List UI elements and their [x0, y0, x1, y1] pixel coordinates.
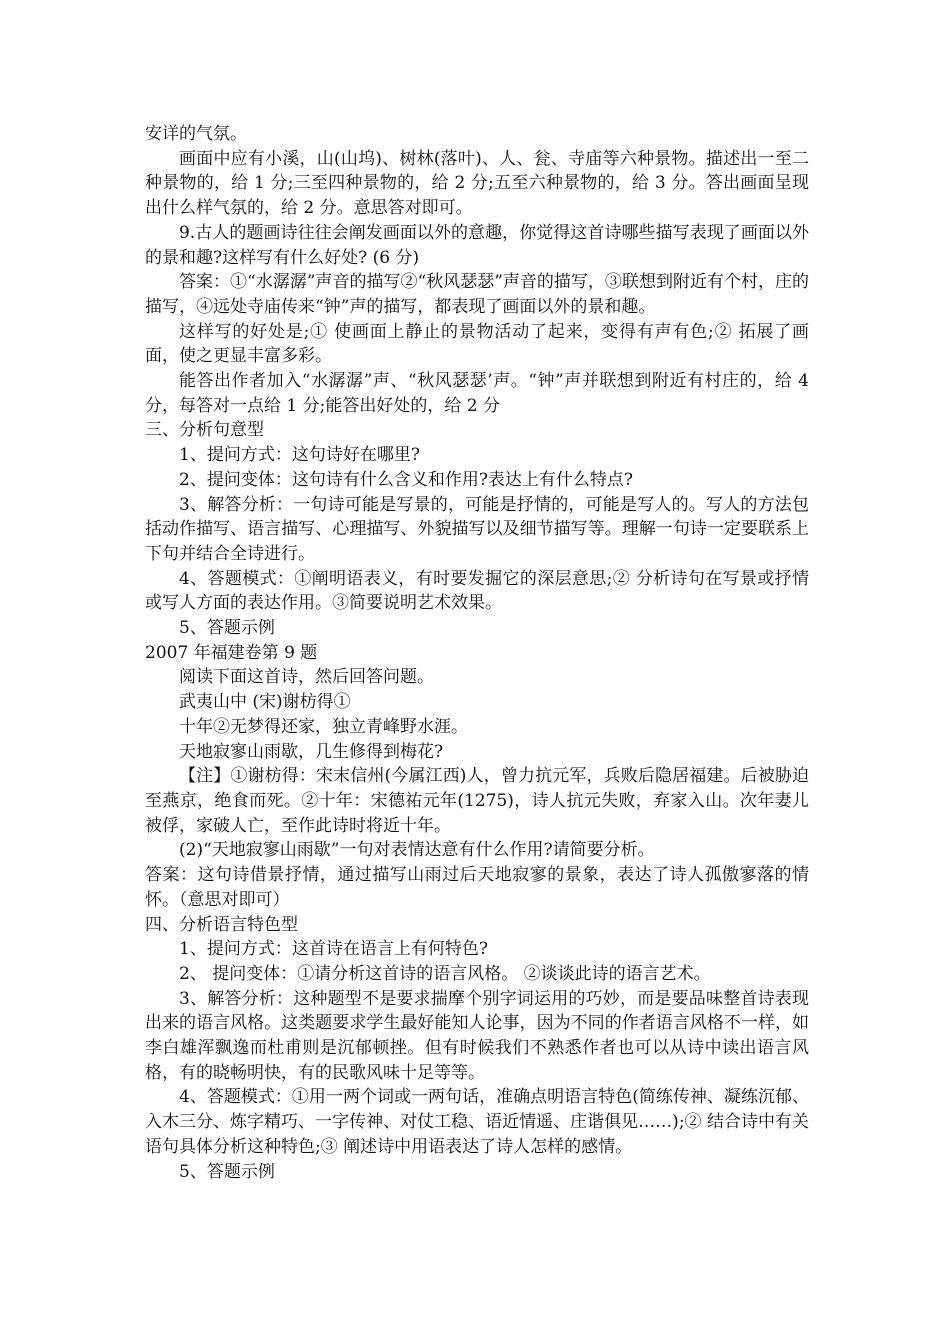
- answer-9-benefit: 这样写的好处是;① 使画面上静止的景物活动了起来，变得有声有色;② 拓展了画面，使之更显丰富多彩。: [145, 321, 809, 367]
- section-3-item-3: 3、解答分析：一句诗可能是写景的，可能是抒情的，可能是写人的。写人的方法包括动作描写、语言描写、心理描写、外貌描写以及细节描写等。理解一句诗一定要联系上下句并结合全诗进行。: [145, 494, 809, 564]
- paragraph-2: 画面中应有小溪，山(山坞)、树林(落叶)、人、瓮、寺庙等六种景物。描述出一至二种景物的，给 1 分;三至四种景物的，给 2 分;五至六种景物的，给 3 分。答出画面呈现出什么样气氛的，给 2 分。意思答对即可。: [145, 148, 809, 219]
- section-3-item-2: 2、提问变体：这句诗有什么含义和作用?表达上有什么特点?: [179, 469, 634, 490]
- answer-9: 答案：①“水潺潺”声音的描写②“秋风瑟瑟”声音的描写，③联想到附近有个村，庄的描写，④远处寺庙传来“钟”声的描写，都表现了画面以外的景和趣。: [145, 272, 809, 317]
- section-heading-4: 四、分析语言特色型: [145, 914, 298, 935]
- question-9: 9.古人的题画诗往往会阐发画面以外的意趣，你觉得这首诗哪些描写表现了画面以外的景和趣?这样写有什么好处? (6 分): [145, 222, 809, 268]
- section-3-item-4: 4、答题模式：①阐明语表义，有时要发掘它的深层意思;② 分析诗句在写景或抒情或写人方面的表达作用。③简要说明艺术效果。: [145, 568, 809, 614]
- reading-instruction: 阅读下面这首诗，然后回答问题。: [179, 667, 434, 688]
- section-4-item-5: 5、答题示例: [179, 1161, 275, 1182]
- document-body: [145, 122, 809, 1184]
- paragraph-1: 安详的气氛。: [145, 124, 247, 144]
- exam-source: 2007 年福建卷第 9 题: [145, 642, 318, 663]
- poem-title: 武夷山中 (宋)谢枋得①: [179, 692, 351, 713]
- section-3-item-5: 5、答题示例: [179, 618, 275, 639]
- answer-9-scoring: 能答出作者加入“水潺潺”声、“秋风瑟瑟’声。“钟”声并联想到附近有村庄的，给 4 分，每答对一点给 1 分;能答出好处的，给 2 分: [145, 371, 809, 416]
- section-4-item-2: 2、 提问变体：①请分析这首诗的语言风格。 ②谈谈此诗的语言艺术。: [179, 963, 711, 984]
- section-4-item-1: 1、提问方式：这首诗在语言上有何特色?: [179, 939, 488, 960]
- answer-2: 答案：这句诗借景抒情，通过描写山雨过后天地寂寥的景象，表达了诗人孤傲寥落的情怀。（意思对即可）: [145, 865, 809, 910]
- section-4-item-4: 4、答题模式：①用一两个词或一两句话，准确点明语言特色(简练传神、凝练沉郁、入木三分、炼字精巧、一字传神、对仗工稳、语近情遥、庄谐俱见……);② 结合诗中有关语句具体分析这种特色;③ 阐述诗中用语表达了诗人怎样的感情。: [145, 1087, 809, 1157]
- section-4-item-3: 3、解答分析：这种题型不是要求揣摩个别字词运用的巧妙，而是要品味整首诗表现出来的语言风格。这类题要求学生最好能知人论事，因为不同的作者语言风格不一样，如李白雄浑飘逸而杜甫则是沉郁顿挫。但有时候我们不熟悉作者也可以从诗中读出语言风格，有的晓畅明快，有的民歌风味十足等等。: [145, 988, 809, 1083]
- section-3-item-1: 1、提问方式：这句诗好在哪里?: [179, 445, 420, 466]
- poem-line-1: 十年②无梦得还家，独立青峰野水涯。: [179, 716, 468, 737]
- poem-line-2: 天地寂寥山雨歇，几生修得到梅花?: [179, 741, 444, 762]
- poem-notes: 【注】①谢枋得：宋末信州(今属江西)人，曾力抗元军，兵败后隐居福建。后被胁迫至燕京，绝食而死。②十年：宋德祐元年(1275)，诗人抗元失败，弃家入山。次年妻儿被俘，家破人亡，至作此诗时将近十年。: [145, 766, 809, 836]
- section-heading-3: 三、分析句意型: [145, 420, 264, 441]
- question-2: (2)“天地寂寥山雨歇”一句对表情达意有什么作用?请简要分析。: [179, 840, 655, 861]
